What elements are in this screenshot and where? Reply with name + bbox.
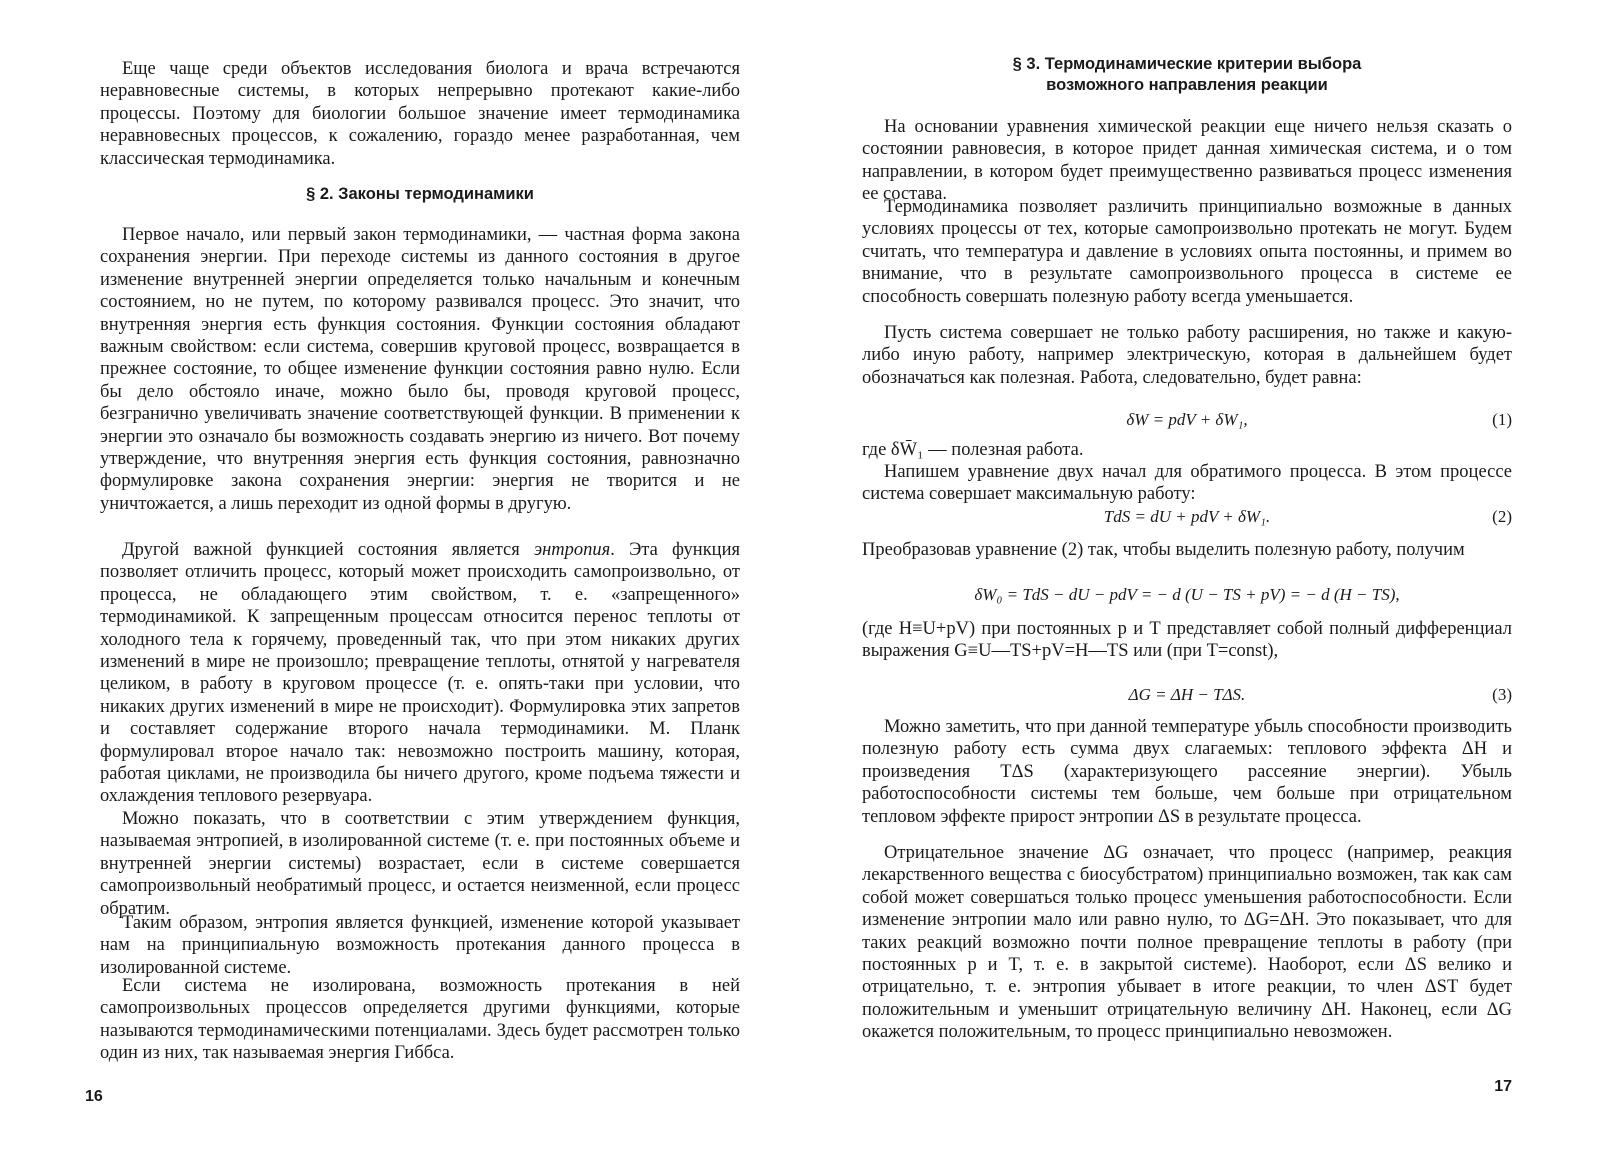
equation-2-number: (2) bbox=[1492, 507, 1512, 526]
equation-useful-work bbox=[862, 583, 1512, 607]
right-page bbox=[862, 0, 1512, 1176]
first-law-paragraph: Первое начало, или первый закон термодинамики, — частная форма закона сохранения энергии. При переходе системы из данного состояния в другое изменение внутренней энергии определяется только начальным и конечным состоянием, но не путем, по которому развивался процесс. Это значит, что внутренняя энергия есть функция состояния. Функции состояния обладают важным свойством: если система, совершив круговой процесс, возвращается в прежнее состояние, то общее изменение функции состояния равно нулю. Если бы дело обстояло иначе, можно было бы, проводя круговой процесс, безгранично увеличивать значение соответствующей функции. В применении к энергии это означало бы возможность создавать энергию из ничего. Вот почему утверждение, что внутренняя энергия есть функция состояния, равнозначно формулировке закона сохранения энергии: энергия не творится и не уничтожается, а лишь переходит из одной формы в другую. bbox=[100, 225, 740, 514]
equation-3 bbox=[862, 683, 1512, 707]
page-number-right: 17 bbox=[1494, 1078, 1512, 1095]
entropy-isolated-paragraph: Можно показать, что в соответствии с этим утверждением функция, называемая энтропией, в изолированной системе (т. е. при постоянных объеме и внутренней энергии системы) возрастает, если в системе совершается самопроизвольный необратимый процесс, и остается неизменной, если процесс обратим. bbox=[100, 809, 740, 919]
section-3-heading-line-2: возможного направления реакции bbox=[1046, 76, 1328, 94]
entropy-paragraph bbox=[100, 539, 740, 808]
left-page bbox=[85, 0, 740, 1176]
transform-paragraph: Преобразовав уравнение (2) так, чтобы выделить полезную работу, получим bbox=[862, 540, 1465, 560]
gibbs-terms-paragraph: Можно заметить, что при данной температуре убыль способности производить полезную работу есть сумма двух слагаемых: теплового эффекта ΔH и произведения TΔS (характеризующего рассеяние энергии). Убыль работоспособности системы тем больше, чем больше при отрицательном тепловом эффекте прирост энтропии ΔS в результате процесса. bbox=[862, 717, 1512, 827]
equation-1-formula: δW = pdV + δW₁, bbox=[1126, 410, 1248, 429]
thermodynamics-criteria-paragraph: Термодинамика позволяет различить принципиально возможные в данных условиях процессы от тех, которые самопроизвольно протекать не могут. Будем считать, что температура и давление в условиях опыта постоянны, и примем во внимание, что в результате самопроизвольного процесса в системе ее способность совершать полезную работу всегда уменьшается. bbox=[862, 197, 1512, 307]
useful-work-definition: где δW̄₁ — полезная работа. bbox=[862, 440, 1084, 460]
equation-useful-work-formula: δW₀ = TdS − dU − pdV = − d (U − TS + pV) = − d (H − TS), bbox=[974, 585, 1400, 604]
gibbs-intro-paragraph: Если система не изолирована, возможность протекания в ней самопроизвольных процессов определяется другими функциями, которые называются термодинамическими потенциалами. Здесь будет рассмотрен только один из них, так называемая энергия Гиббса. bbox=[100, 976, 740, 1064]
section-2-heading: § 2. Законы термодинамики bbox=[306, 185, 534, 203]
page-number-left: 16 bbox=[85, 1088, 103, 1105]
gibbs-definition-paragraph: (где H≡U+pV) при постоянных p и T представляет собой полный дифференциал выражения G≡U—TS+pV=H—TS или (при T=const), bbox=[862, 619, 1512, 662]
entropy-term: энтропия bbox=[533, 540, 611, 560]
equation-3-number: (3) bbox=[1492, 685, 1512, 704]
reaction-equation-paragraph: На основании уравнения химической реакции еще ничего нельзя сказать о состоянии равновесия, в которое придет данная химическая система, и о том направлении, в котором будет преимущественно развиваться процесс изменения ее состава. bbox=[862, 117, 1512, 205]
useful-work-paragraph: Пусть система совершает не только работу расширения, но также и какую-либо иную работу, например электрическую, которая в дальнейшем будет обозначаться как полезная. Работа, следовательно, будет равна: bbox=[862, 323, 1512, 388]
equation-1 bbox=[862, 408, 1512, 432]
equation-2 bbox=[862, 505, 1512, 529]
equation-3-formula: ΔG = ΔH − TΔS. bbox=[1128, 685, 1246, 704]
entropy-conclusion-paragraph: Таким образом, энтропия является функцией, изменение которой указывает нам на принципиальную возможность протекания данного процесса в изолированной системе. bbox=[100, 913, 740, 978]
entropy-paragraph-start: Другой важной функцией состояния является bbox=[122, 540, 534, 560]
two-laws-paragraph: Напишем уравнение двух начал для обратимого процесса. В этом процессе система совершает максимальную работу: bbox=[862, 462, 1512, 505]
entropy-paragraph-rest: . Эта функция позволяет отличить процесс, который может происходить самопроизвольно, от процесса, не обладающего этим свойством, т. е. «запрещенного» термодинамикой. К запрещенным процессам относится перенос теплоты от холодного тела к горячему, проведенный так, что при этом никаких других изменений в мире не произошло; превращение теплоты, отнятой у нагревателя целиком, в работу в круговом процессе (т. е. опять-таки при условии, что никаких других изменений в мире не происходит). Формулировка этих запретов и составляет содержание второго начала термодинамики. М. Планк формулировал второе начало так: невозможно построить машину, которая, работая циклами, не производила бы ничего другого, кроме подъема тяжести и охлаждения теплового резервуара. bbox=[100, 540, 740, 807]
section-3-heading-line-1: § 3. Термодинамические критерии выбора bbox=[1012, 55, 1362, 73]
equation-1-number: (1) bbox=[1492, 410, 1512, 429]
negative-delta-g-paragraph: Отрицательное значение ΔG означает, что процесс (например, реакция лекарственного вещества с биосубстратом) принципиально возможен, так как сам собой может совершаться только процесс уменьшения работоспособности. Если изменение энтропии мало или равно нулю, то ΔG=ΔH. Это показывает, что для таких реакций возможно почти полное превращение теплоты в работу (при постоянных p и T, т. е. в закрытой системе). Наоборот, если ΔS велико и отрицательно, т. е. энтропия убывает в итоге реакции, то член ΔST будет положительным и уменьшит отрицательную величину ΔH. Наконец, если ΔG окажется положительным, то процесс принципиально невозможен. bbox=[862, 843, 1512, 1043]
equation-2-formula: TdS = dU + pdV + δW₁. bbox=[1103, 507, 1271, 526]
intro-paragraph: Еще чаще среди объектов исследования биолога и врача встречаются неравновесные системы, в которых непрерывно протекают какие-либо процессы. Поэтому для биологии большое значение имеет термодинамика неравновесных процессов, к сожалению, гораздо менее разработанная, чем классическая термодинамика. bbox=[100, 59, 740, 169]
